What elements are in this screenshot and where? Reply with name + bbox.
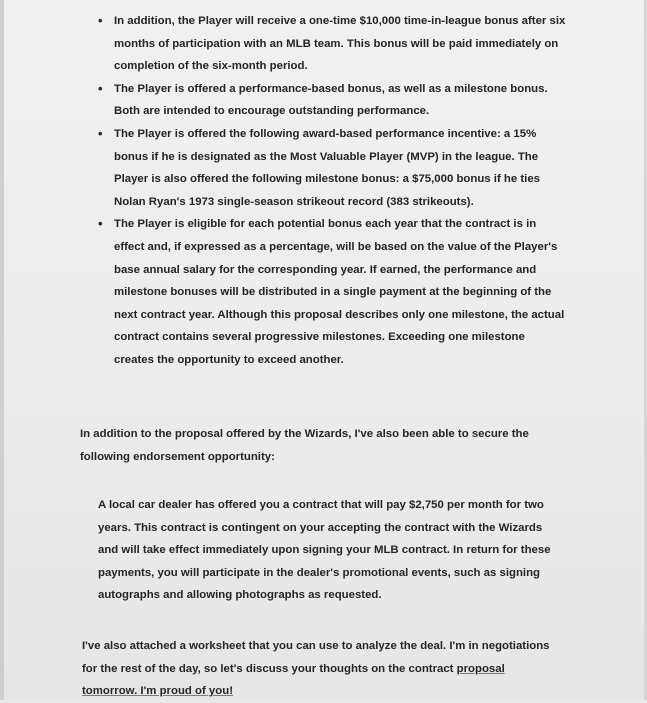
bullet-text: The Player is offered a performance-based bonus, as well as a milestone bonus. Both are intended to encourage outstanding performance. [114,82,548,118]
bullet-dot-icon: • [98,125,103,141]
bullet-item-time-in-league-bonus [96,10,566,78]
bullet-text: The Player is offered the following award-based performance incentive: a 15% bonus if he is designated as the Most Valuable Player (MVP) in the league. The Player is also offered the following milestone bonus: a $75,000 bonus if he ties Nolan Ryan's 1973 single-season strikeout record (383 strikeouts). [114,127,540,208]
bullet-item-performance-bonus [96,78,566,123]
page-left-edge [0,0,4,700]
bullet-dot-icon: • [98,13,103,28]
bullet-dot-icon: • [98,216,103,232]
bullet-item-award-incentive [96,123,566,213]
closing-underlined-text: proposal tomorrow. I'm proud of you! [82,662,505,698]
closing-text: I've also attached a worksheet that you can use to analyze the deal. I'm in negotiations for the rest of the day, so let's discuss your thoughts on the contract [82,640,550,675]
bullet-text: The Player is eligible for each potential bonus each year that the contract is in effect and, if expressed as a percentage, will be based on the value of the Player's base annual salary for the corresponding year. If earned, the performance and milestone bonuses will be distributed in a single payment at the beginning of the next contract year. Although this proposal describes only one milestone, the actual contract contains several progressive milestones. Exceeding one milestone creates the opportunity to exceed another. [114,218,565,366]
bonus-bullet-list [96,10,566,372]
closing-paragraph [82,635,562,703]
endorsement-paragraph: A local car dealer has offered you a contract that will pay $2,750 per month for two years. This contract is contingent on your accepting the contract with the Wizards and will take effect immediately upon signing your MLB contract. In return for these payments, you will participate in the dealer's promotional events, such as signing autographs and allowing photographs as requested. [98,499,551,602]
bullet-item-eligibility [96,213,566,371]
bullet-dot-icon: • [98,80,103,96]
intro-paragraph: In addition to the proposal offered by the Wizards, I've also been able to secure the following endorsement opportunity: [80,428,529,463]
bullet-text: In addition, the Player will receive a one-time $10,000 time-in-league bonus after six months of participation with an MLB team. This bonus will be paid immediately on completion of the six-month period. [114,15,566,73]
